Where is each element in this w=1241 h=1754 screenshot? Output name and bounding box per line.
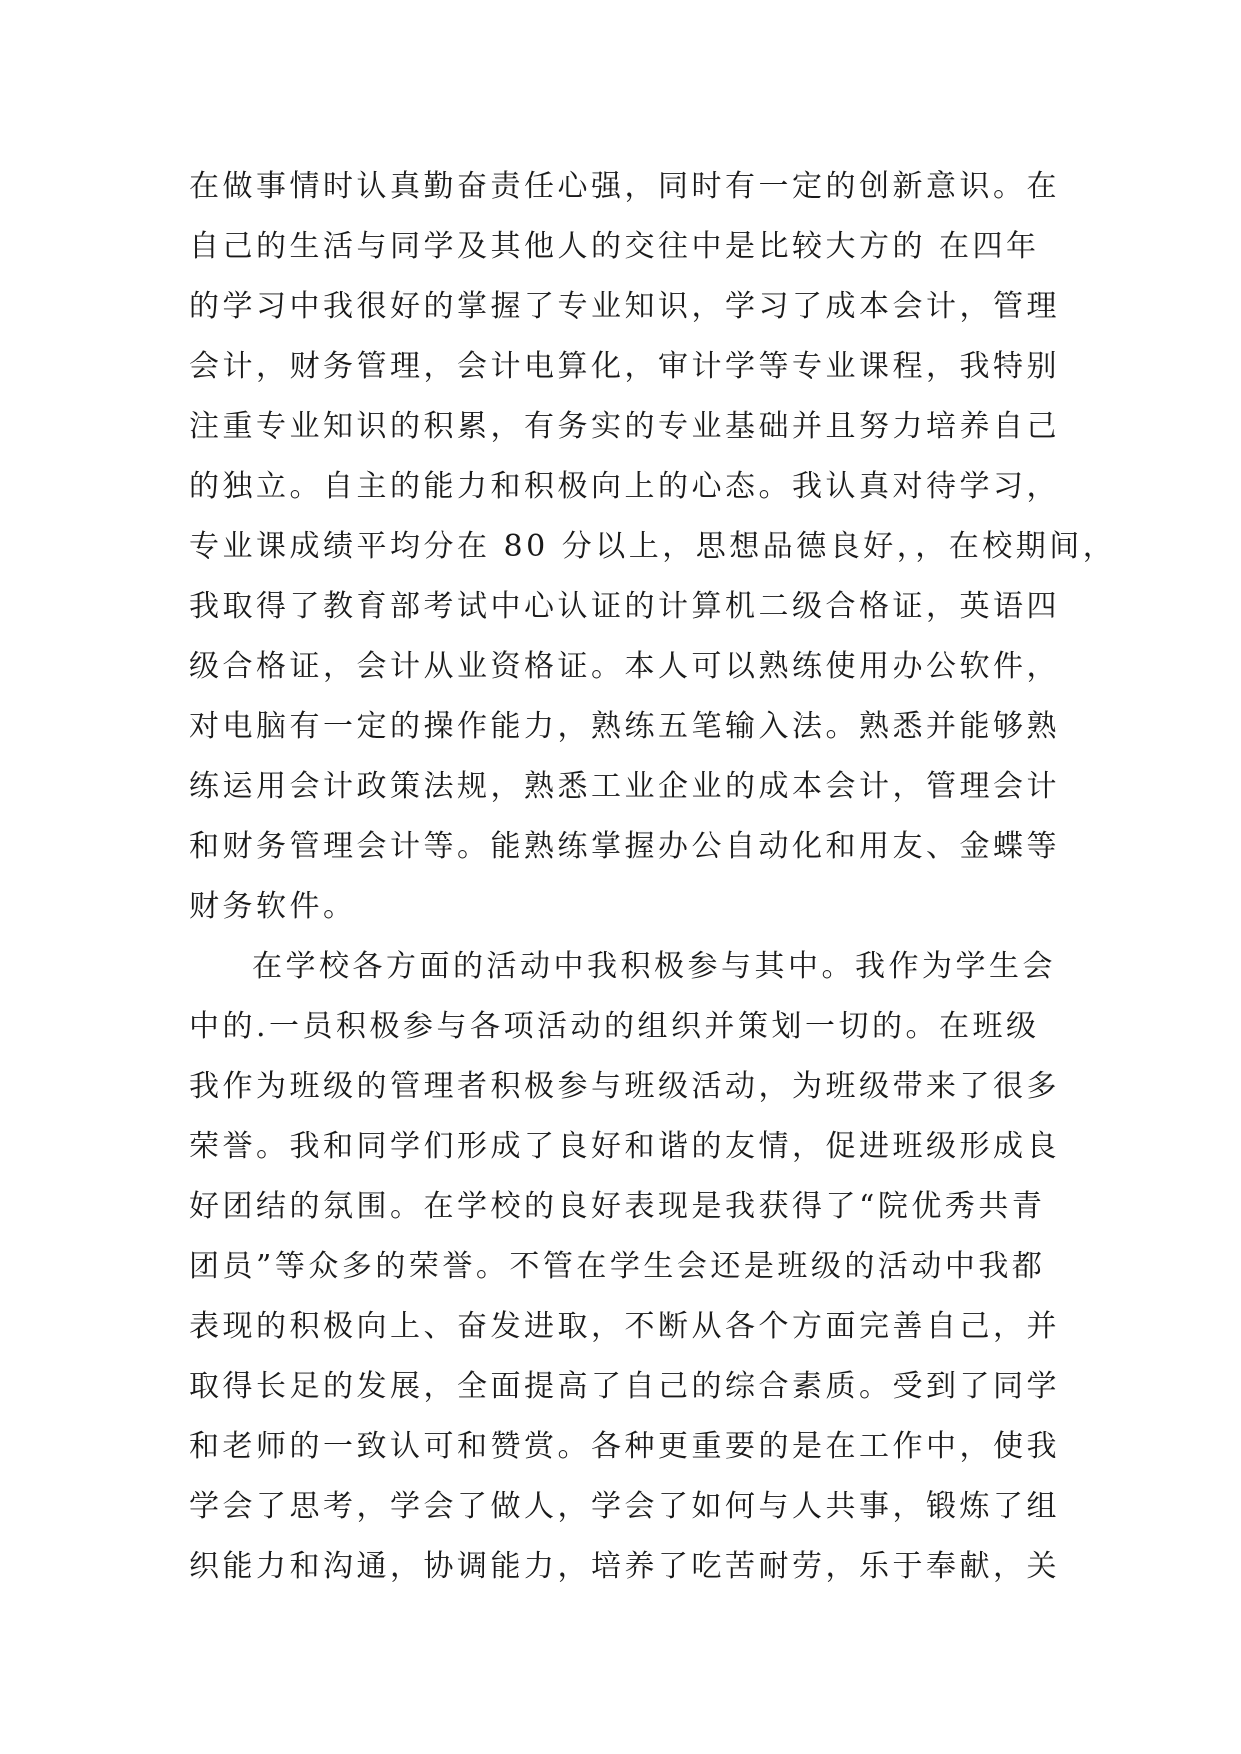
text-line: 的独立。自主的能力和积极向上的心态。我认真对待学习， [189,469,1060,504]
text-line: 和老师的一致认可和赞赏。各种更重要的是在工作中，使我 [189,1429,1060,1464]
text-line: 取得长足的发展，全面提高了自己的综合素质。受到了同学 [189,1369,1060,1404]
text-line: 我取得了教育部考试中心认证的计算机二级合格证，英语四 [189,589,1060,624]
text-line: 中的.一员积极参与各项活动的组织并策划一切的。在班级 [189,1009,1040,1044]
text-line: 我作为班级的管理者积极参与班级活动，为班级带来了很多 [189,1069,1060,1104]
body-text [189,157,1117,1597]
text-line: 自己的生活与同学及其他人的交往中是比较大方的 在四年 [189,229,1040,264]
text-line: 和财务管理会计等。能熟练掌握办公自动化和用友、金蝶等 [189,829,1060,864]
text-line: 财务软件。 [189,889,357,924]
text-line: 对电脑有一定的操作能力，熟练五笔输入法。熟悉并能够熟 [189,709,1060,744]
text-line: 在做事情时认真勤奋责任心强，同时有一定的创新意识。在 [189,169,1060,204]
text-line: 练运用会计政策法规，熟悉工业企业的成本会计，管理会计 [189,769,1060,804]
text-line: 好团结的氛围。在学校的良好表现是我获得了“院优秀共青 [189,1189,1046,1224]
text-line: 团员”等众多的荣誉。不管在学生会还是班级的活动中我都 [189,1249,1046,1284]
text-line: 学会了思考，学会了做人，学会了如何与人共事，锻炼了组 [189,1489,1060,1524]
paragraph-2 [189,937,1059,1597]
text-line: 荣誉。我和同学们形成了良好和谐的友情，促进班级形成良 [189,1129,1060,1164]
paragraph-1 [189,157,1117,937]
text-line: 的学习中我很好的掌握了专业知识，学习了成本会计，管理 [189,289,1060,324]
text-line: 专业课成绩平均分在 80 分以上，思想品德良好，，在校期间， [189,529,1117,564]
text-line: 级合格证，会计从业资格证。本人可以熟练使用办公软件， [189,649,1060,684]
text-line: 注重专业知识的积累，有务实的专业基础并且努力培养自己 [189,409,1060,444]
text-line: 表现的积极向上、奋发进取，不断从各个方面完善自己，并 [189,1309,1060,1344]
text-line: 会计，财务管理，会计电算化，审计学等专业课程，我特别 [189,349,1060,384]
text-line: 在学校各方面的活动中我积极参与其中。我作为学生会 [252,949,1056,984]
text-line: 织能力和沟通，协调能力，培养了吃苦耐劳，乐于奉献，关 [189,1549,1060,1584]
